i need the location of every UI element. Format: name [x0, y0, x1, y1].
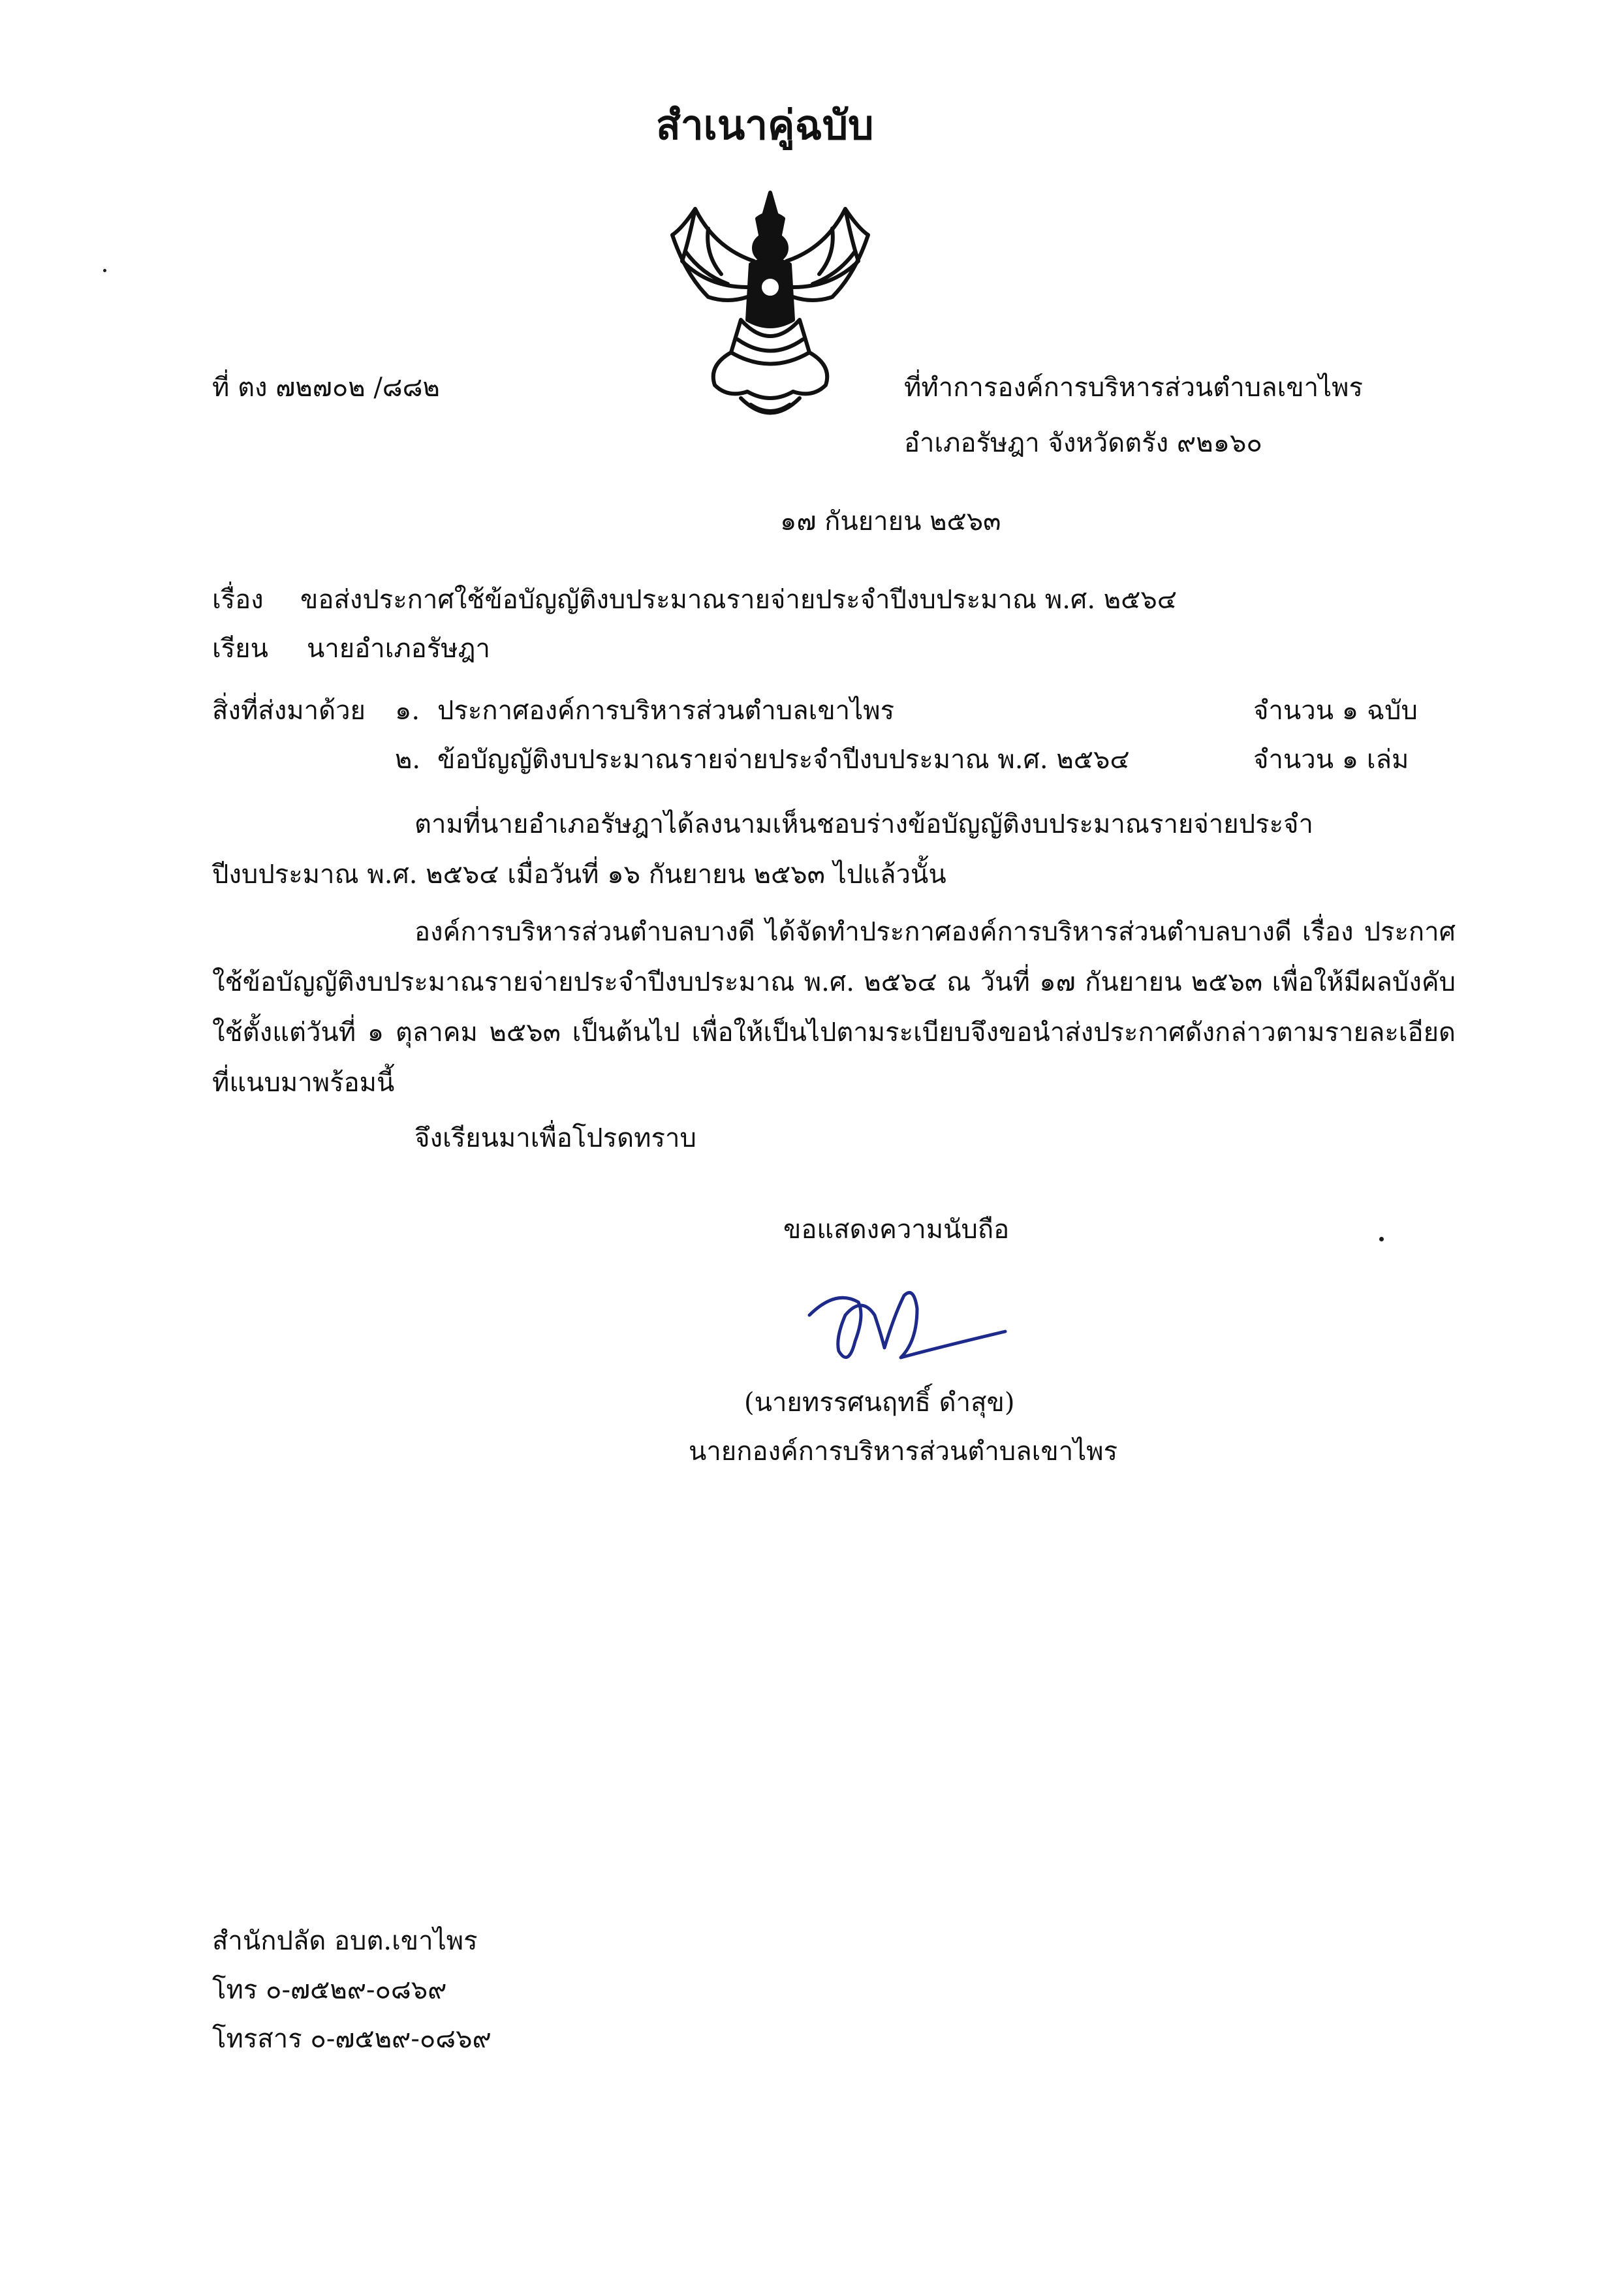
- footer-phone: โทร ๐-๗๕๒๙-๐๘๖๙: [212, 1975, 447, 2005]
- recipient-label: เรียน: [212, 634, 268, 664]
- office-address-line1: ที่ทำการองค์การบริหารส่วนตำบลเขาไพร: [904, 373, 1364, 403]
- subject-text: ขอส่งประกาศใช้ข้อบัญญัติงบประมาณรายจ่ายประจำปีงบประมาณ พ.ศ. ๒๕๖๔: [300, 585, 1178, 615]
- enclosure-number: ๑.: [395, 696, 420, 726]
- enclosure-quantity: จำนวน ๑ เล่ม: [1253, 745, 1409, 775]
- signer-title: นายกองค์การบริหารส่วนตำบลเขาไพร: [689, 1437, 1118, 1467]
- subject-label: เรื่อง: [212, 585, 264, 615]
- enclosures-label: สิ่งที่ส่งมาด้วย: [212, 696, 366, 726]
- body-paragraph-3: จึงเรียนมาเพื่อโปรดทราบ: [414, 1123, 696, 1153]
- signer-name: (นายทรรศนฤทธิ์ ดำสุข): [744, 1388, 1015, 1418]
- enclosure-number: ๒.: [395, 745, 421, 775]
- document-date: ๑๗ กันยายน ๒๕๖๓: [780, 506, 1001, 537]
- closing-salutation: ขอแสดงความนับถือ: [783, 1215, 1010, 1245]
- body-paragraph-1: ตามที่นายอำเภอรัษฎาได้ลงนามเห็นชอบร่างข้อบัญญัติงบประมาณรายจ่ายประจำปีงบประมาณ พ.ศ. ๒๕๖๔ เมื่อวันที่ ๑๖ กันยายน ๒๕๖๓ ไปแล้วนั้น: [212, 809, 1313, 890]
- garuda-emblem: [669, 189, 871, 424]
- enclosure-text: ประกาศองค์การบริหารส่วนตำบลเขาไพร: [437, 696, 895, 726]
- footer-fax: โทรสาร ๐-๗๕๒๙-๐๘๖๙: [212, 2024, 492, 2054]
- office-address-line2: อำเภอรัษฎา จังหวัดตรัง ๙๒๑๖๐: [904, 428, 1262, 458]
- scan-speck: [103, 269, 106, 272]
- recipient-text: นายอำเภอรัษฎา: [307, 634, 490, 664]
- signature: [796, 1276, 1031, 1387]
- body-paragraph-2: องค์การบริหารส่วนตำบลบางดี ได้จัดทำประกาศองค์การบริหารส่วนตำบลบางดี เรื่อง ประกาศใช้ข้อบัญญัติงบประมาณรายจ่ายประจำปีงบประมาณ พ.ศ. ๒๕๖๔ ณ วันที่ ๑๗ กันยายน ๒๕๖๓ เพื่อให้มีผลบังคับใช้ตั้งแต่วันที่ ๑ ตุลาคม ๒๕๖๓ เป็นต้นไป เพื่อให้เป็นไปตามระเบียบจึงขอนำส่งประกาศดังกล่าวตามรายละเอียดที่แนบมาพร้อมนี้: [212, 917, 1456, 1098]
- enclosure-quantity: จำนวน ๑ ฉบับ: [1253, 696, 1418, 726]
- scan-speck: [1379, 1237, 1384, 1241]
- copy-stamp: สำเนาคู่ฉบับ: [656, 101, 874, 149]
- enclosure-text: ข้อบัญญัติงบประมาณรายจ่ายประจำปีงบประมาณ พ.ศ. ๒๕๖๔: [437, 745, 1130, 775]
- document-number: ที่ ตง ๗๒๗๐๒ /๘๘๒: [212, 373, 440, 403]
- footer-department: สำนักปลัด อบต.เขาไพร: [212, 1926, 478, 1956]
